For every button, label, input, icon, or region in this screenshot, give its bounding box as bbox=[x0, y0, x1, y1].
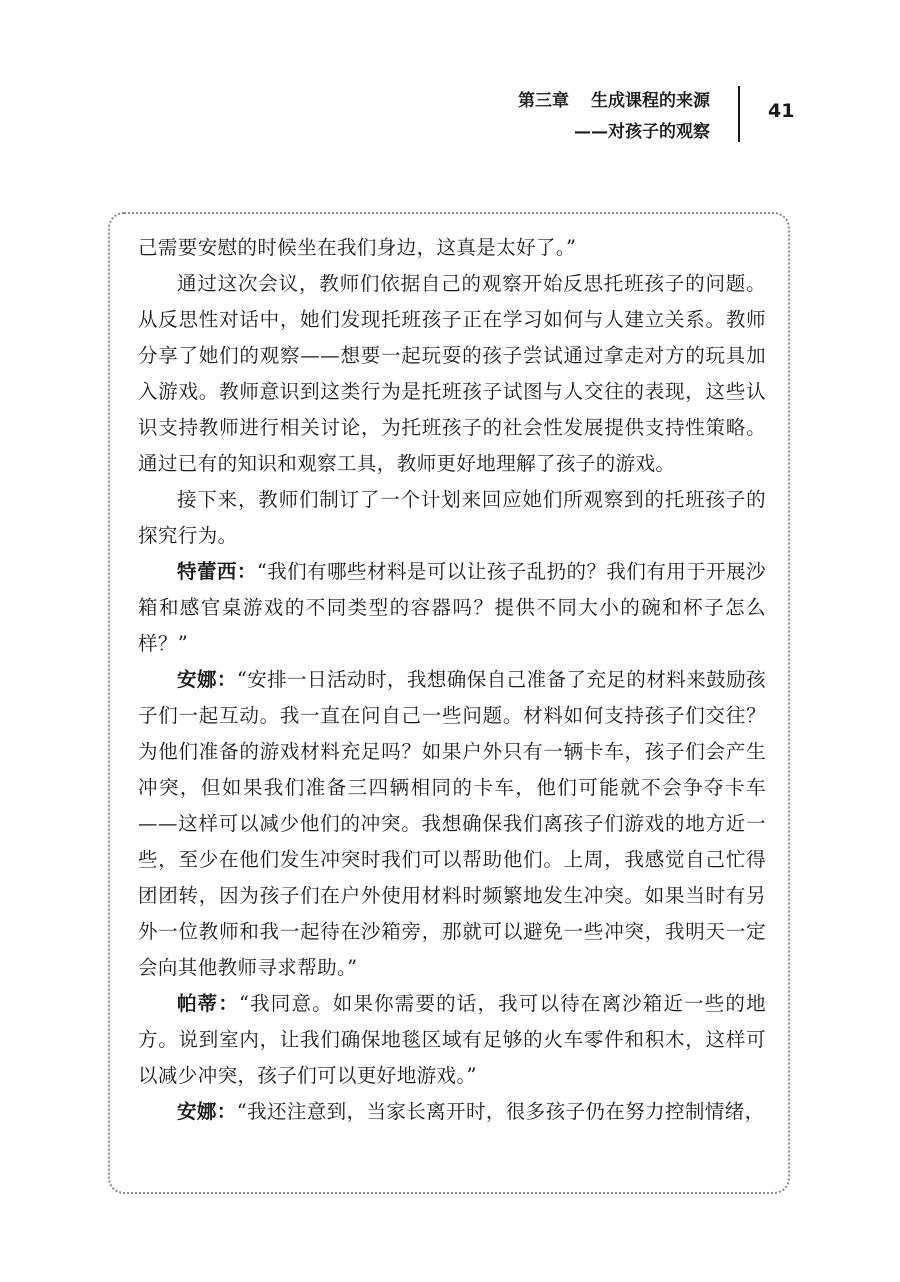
paragraph-text: 通过这次会议，教师们依据自己的观察开始反思托班孩子的问题。从反思性对话中，她们发现托班孩子正在学习如何与人建立关系。教师分享了她们的观察——想要一起玩耍的孩子尝试通过拿走对方的玩具加入游戏。教师意识到这类行为是托班孩子试图与人交往的表现，这些认识支持教师进行相关讨论，为托班孩子的社会性发展提供支持性策略。通过已有的知识和观察工具，教师更好地理解了孩子的游戏。 bbox=[138, 272, 766, 475]
chapter-title: 生成课程的来源 bbox=[591, 91, 710, 111]
chapter-heading bbox=[518, 86, 710, 117]
speaker-name: 安娜： bbox=[177, 668, 237, 691]
paragraph-text: “我还注意到，当家长离开时，很多孩子仍在努力控制情绪， bbox=[236, 1100, 765, 1123]
paragraph-text: “安排一日活动时，我想确保自己准备了充足的材料来鼓励孩子们一起互动。我一直在问自己一些问题。材料如何支持孩子们交往？为他们准备的游戏材料充足吗？如果户外只有一辆卡车，孩子们会产生冲突，但如果我们准备三四辆相同的卡车，他们可能就不会争夺卡车——这样可以减少他们的冲突。我想确保我们离孩子们游戏的地方近一些，至少在他们发生冲突时我们可以帮助他们。上周，我感觉自己忙得团团转，因为孩子们在户外使用材料时频繁地发生冲突。如果当时有另外一位教师和我一起待在沙箱旁，那就可以避免一些冲突，我明天一定会向其他教师寻求帮助。” bbox=[138, 668, 766, 979]
speaker-name: 安娜： bbox=[177, 1100, 237, 1123]
paragraph bbox=[138, 230, 766, 266]
page-number: 41 bbox=[768, 100, 795, 122]
speaker-name: 帕蒂： bbox=[177, 992, 239, 1015]
running-head bbox=[518, 86, 710, 148]
header-divider bbox=[738, 86, 740, 142]
speaker-name: 特蕾西： bbox=[177, 560, 257, 583]
paragraph bbox=[138, 1094, 766, 1130]
chapter-number: 第三章 bbox=[518, 91, 569, 111]
paragraph-text: 己需要安慰的时候坐在我们身边，这真是太好了。” bbox=[138, 236, 577, 259]
chapter-subtitle: ——对孩子的观察 bbox=[574, 122, 710, 142]
paragraph bbox=[138, 482, 766, 554]
paragraph-text: “我同意。如果你需要的话，我可以待在离沙箱近一些的地方。说到室内，让我们确保地毯区域有足够的火车零件和积木，这样可以减少冲突，孩子们可以更好地游戏。” bbox=[138, 992, 766, 1087]
paragraph bbox=[138, 662, 766, 986]
paragraph bbox=[138, 986, 766, 1094]
body-text bbox=[138, 230, 766, 1130]
paragraph-text: 接下来，教师们制订了一个计划来回应她们所观察到的托班孩子的探究行为。 bbox=[138, 488, 766, 547]
paragraph bbox=[138, 554, 766, 662]
paragraph bbox=[138, 266, 766, 482]
paragraph-text: “我们有哪些材料是可以让孩子乱扔的？我们有用于开展沙箱和感官桌游戏的不同类型的容器吗？提供不同大小的碗和杯子怎么样？” bbox=[138, 560, 766, 655]
